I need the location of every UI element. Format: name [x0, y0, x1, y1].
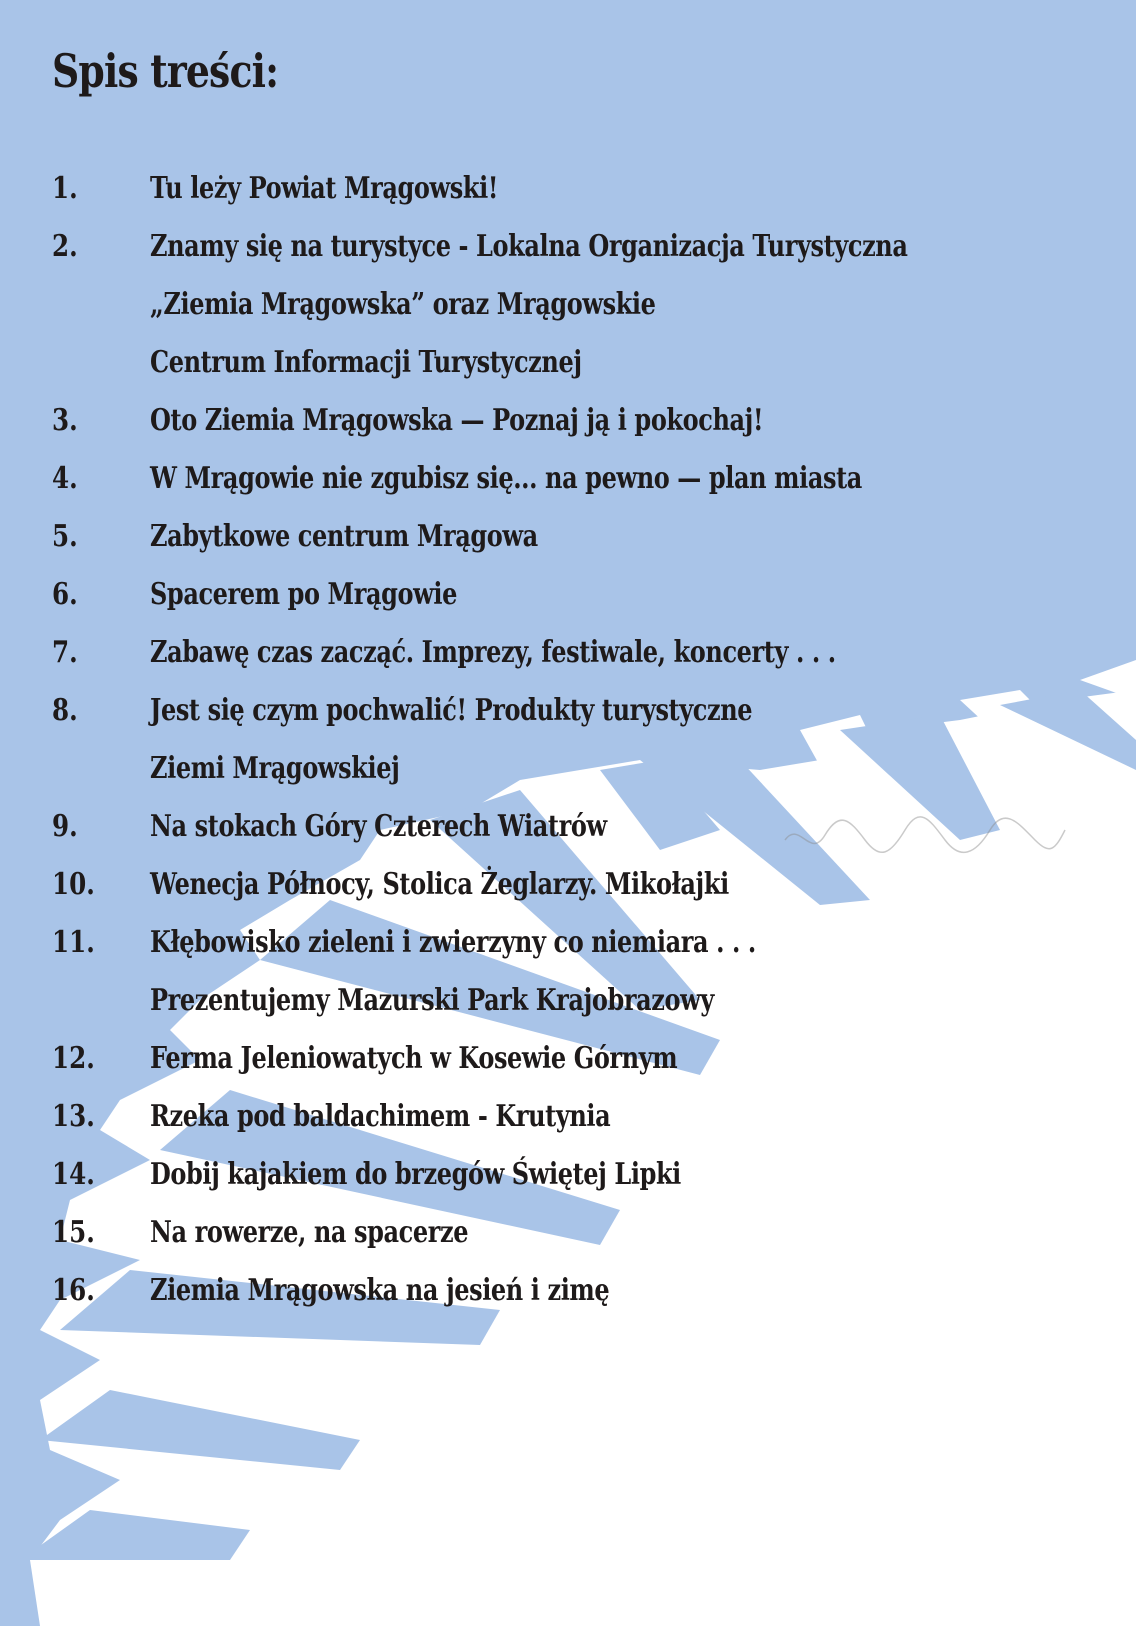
toc-item-number: 4.	[52, 461, 78, 496]
toc-item-text	[150, 160, 1092, 218]
toc-item-number: 7.	[52, 635, 78, 670]
toc-item-text	[150, 682, 1092, 798]
toc-item-line: Ziemi Mrągowskiej	[150, 751, 400, 786]
toc-item-text	[150, 914, 1092, 1030]
toc-item	[52, 1204, 1092, 1262]
toc-item-number: 15.	[52, 1215, 95, 1250]
toc-item	[52, 914, 1092, 1030]
toc-item-number: 5.	[52, 519, 78, 554]
toc-item-line: Centrum Informacji Turystycznej	[150, 345, 582, 380]
toc-item-text	[150, 566, 1092, 624]
toc-item	[52, 682, 1092, 798]
toc-item	[52, 218, 1092, 392]
toc-item-number: 3.	[52, 403, 78, 438]
toc-item-line: Ziemia Mrągowska na jesień i zimę	[150, 1273, 610, 1308]
toc-item-text	[150, 1262, 1092, 1320]
toc-item-line: Jest się czym pochwalić! Produkty turystyczne	[150, 693, 753, 728]
toc-item-line: Oto Ziemia Mrągowska — Poznaj ją i pokochaj!	[150, 403, 764, 438]
toc-item-line: Znamy się na turystyce - Lokalna Organizacja Turystyczna	[150, 229, 908, 264]
toc-item-number: 13.	[52, 1099, 95, 1134]
toc-item-number: 1.	[52, 171, 78, 206]
toc-item-text	[150, 218, 1097, 392]
toc-item-line: Zabytkowe centrum Mrągowa	[150, 519, 538, 554]
toc-item-number: 9.	[52, 809, 78, 844]
toc-item-line: Ferma Jeleniowatych w Kosewie Górnym	[150, 1041, 678, 1076]
toc-item-text	[150, 508, 1092, 566]
toc-item-line: Dobij kajakiem do brzegów Świętej Lipki	[150, 1157, 681, 1192]
toc-item-line: „Ziemia Mrągowska” oraz Mrągowskie	[150, 287, 656, 322]
toc-item	[52, 1146, 1092, 1204]
toc-item	[52, 160, 1092, 218]
toc-item-line: Zabawę czas zacząć. Imprezy, festiwale, koncerty . . .	[150, 635, 836, 670]
toc-item-text	[150, 1204, 1092, 1262]
toc-item-line: Na stokach Góry Czterech Wiatrów	[150, 809, 607, 844]
toc-item-number: 14.	[52, 1157, 95, 1192]
toc-item	[52, 1262, 1092, 1320]
toc-item-text	[150, 450, 1092, 508]
pencil-scribble	[780, 800, 1070, 870]
toc-item-line: Wenecja Północy, Stolica Żeglarzy. Mikołajki	[150, 867, 729, 902]
toc-item-line: Tu leży Powiat Mrągowski!	[150, 171, 498, 206]
toc-item	[52, 508, 1092, 566]
toc-item-line: Rzeka pod baldachimem - Krutynia	[150, 1099, 611, 1134]
toc-item-text	[150, 1030, 1092, 1088]
toc-item-number: 2.	[52, 229, 78, 264]
toc-item	[52, 392, 1092, 450]
toc-item-number: 6.	[52, 577, 78, 612]
toc-item-line: W Mrągowie nie zgubisz się... na pewno — plan miasta	[150, 461, 862, 496]
toc-item-number: 12.	[52, 1041, 95, 1076]
toc-item-number: 8.	[52, 693, 78, 728]
toc-item-line: Kłębowisko zieleni i zwierzyny co niemiara . . .	[150, 925, 756, 960]
page-title: Spis treści:	[52, 44, 279, 98]
toc-item-number: 16.	[52, 1273, 95, 1308]
toc-list	[52, 160, 1092, 1320]
toc-item-text	[150, 1146, 1092, 1204]
toc-item-line: Spacerem po Mrągowie	[150, 577, 457, 612]
toc-item-number: 11.	[52, 925, 95, 960]
toc-item	[52, 1030, 1092, 1088]
toc-item	[52, 1088, 1092, 1146]
toc-item-number: 10.	[52, 867, 95, 902]
toc-item-text	[150, 392, 1092, 450]
toc-item-text	[150, 624, 1092, 682]
toc-item	[52, 450, 1092, 508]
toc-item-line: Prezentujemy Mazurski Park Krajobrazowy	[150, 983, 714, 1018]
toc-item	[52, 624, 1092, 682]
toc-item-text	[150, 1088, 1092, 1146]
toc-item	[52, 566, 1092, 624]
toc-item-line: Na rowerze, na spacerze	[150, 1215, 469, 1250]
